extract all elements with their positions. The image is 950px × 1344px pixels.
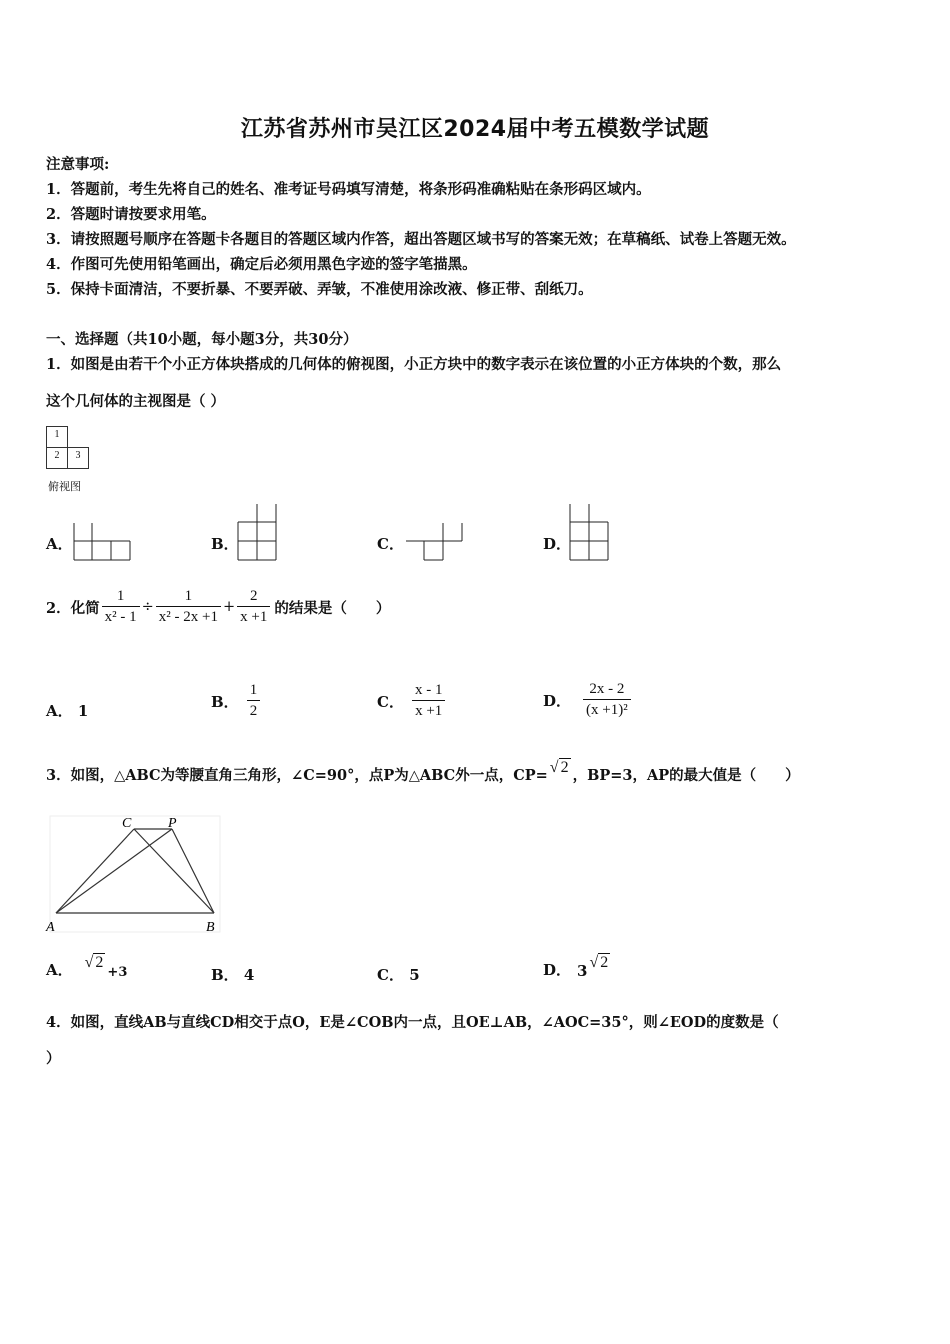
- option-c-label: C．: [377, 535, 404, 553]
- option-a-figure: [72, 520, 134, 562]
- question-2-suffix: 的结果是（ ）: [274, 599, 391, 617]
- point-label-a: A: [46, 920, 55, 935]
- notes-heading: 注意事项:: [46, 156, 110, 173]
- point-label-p: P: [168, 816, 177, 831]
- denominator: (x +1)²: [586, 702, 628, 718]
- radicand: 2: [95, 954, 104, 971]
- point-label-b: B: [206, 920, 215, 935]
- option-value: 1: [77, 702, 89, 720]
- option-label: C．: [377, 692, 404, 711]
- question-4-text: 4．如图，直线AB与直线CD相交于点O，E是∠COB内一点，且OE⊥AB，∠AOC=35°，则∠EOD的度数是（: [46, 1014, 779, 1031]
- option-label: D．: [543, 691, 572, 710]
- option-b-figure: [236, 503, 280, 563]
- option-d-figure: [568, 503, 612, 563]
- fraction: [583, 681, 631, 719]
- section-heading: 一、选择题（共10小题，每小题3分，共30分）: [46, 331, 358, 348]
- q3-option-c: [377, 964, 420, 985]
- numerator: 1: [102, 588, 140, 607]
- question-2: [46, 588, 390, 626]
- option-b-label: B．: [211, 535, 239, 553]
- note-item: 2．答题时请按要求用笔。: [46, 206, 216, 223]
- question-3-text: [46, 759, 800, 785]
- note-item: 1．答题前，考生先将自己的姓名、准考证号码填写清楚，将条形码准确粘贴在条形码区域内。: [46, 181, 651, 198]
- fraction: [412, 682, 446, 720]
- numerator: 2x - 2: [583, 681, 631, 700]
- note-item: 4．作图可先使用铅笔画出，确定后必须用黑色字迹的签字笔描黑。: [46, 256, 477, 273]
- question-2-prefix: 2．化简: [46, 599, 100, 617]
- sqrt-expression: √ 2: [549, 759, 569, 776]
- option-value: 4: [243, 966, 255, 984]
- option-d-label: D．: [543, 535, 572, 553]
- top-view-grid: [46, 426, 92, 470]
- top-view-caption: 俯视图: [48, 481, 81, 493]
- option-value: 3: [577, 962, 588, 980]
- denominator: x² - 2x +1: [158, 609, 218, 625]
- question-4-text-cont: ）: [46, 1050, 61, 1067]
- radicand: 2: [600, 954, 609, 971]
- q3-option-b: [211, 964, 254, 985]
- numerator: 2: [237, 588, 270, 607]
- option-a-label: A．: [46, 535, 73, 553]
- numerator: 1: [247, 682, 261, 701]
- q3-option-a: [46, 952, 127, 980]
- fraction: [237, 588, 270, 626]
- note-item: 5．保持卡面清洁，不要折暴、不要弄破、弄皱，不准使用涂改液、修正带、刮纸刀。: [46, 281, 593, 298]
- numerator: 1: [156, 588, 221, 607]
- option-label: B．: [211, 966, 239, 984]
- denominator: x +1: [415, 703, 443, 719]
- option-label: A．: [46, 702, 73, 720]
- question-1-text-cont: 这个几何体的主视图是（ ）: [46, 393, 226, 410]
- page-title: 江苏省苏州市吴江区2024届中考五模数学试题: [240, 117, 710, 142]
- grid-cell: 1: [46, 426, 68, 448]
- sqrt-expression: √ 2: [84, 954, 104, 971]
- fraction: [102, 588, 140, 626]
- option-label: B．: [211, 692, 239, 711]
- q2-option-c: [377, 676, 445, 726]
- denominator: x² - 1: [104, 609, 137, 625]
- denominator: 2: [249, 703, 258, 719]
- fraction: [247, 682, 261, 720]
- q3-option-d: [543, 952, 610, 980]
- option-value: +3: [107, 965, 128, 980]
- q2-option-b: [211, 676, 260, 726]
- q2-option-d: [543, 674, 631, 726]
- point-label-c: C: [122, 816, 132, 831]
- option-label: D．: [543, 961, 572, 979]
- grid-cell: 3: [67, 447, 89, 469]
- denominator: x +1: [240, 609, 268, 625]
- grid-cell: 2: [46, 447, 68, 469]
- numerator: x - 1: [412, 682, 446, 701]
- divide-sign: ÷: [141, 599, 154, 615]
- fraction: [156, 588, 221, 626]
- question-3-text-b: ，BP=3，AP的最大值是（ ）: [572, 767, 800, 784]
- q2-option-a: [46, 700, 88, 721]
- note-item: 3．请按照题号顺序在答题卡各题目的答题区域内作答，超出答题区域书写的答案无效；在草稿纸、试卷上答题无效。: [46, 231, 796, 248]
- option-value: 5: [409, 966, 420, 984]
- question-3-text-a: 3．如图，△ABC为等腰直角三角形，∠C=90°，点P为△ABC外一点，CP=: [46, 767, 548, 784]
- triangle-figure: [44, 812, 224, 936]
- option-c-figure: [404, 520, 466, 562]
- radicand: 2: [560, 759, 569, 776]
- option-label: A．: [46, 961, 73, 979]
- question-1-text: 1．如图是由若干个小正方体块搭成的几何体的俯视图，小正方块中的数字表示在该位置的小正方体块的个数，那么: [46, 356, 782, 373]
- option-label: C．: [377, 966, 404, 984]
- plus-sign: +: [222, 599, 236, 615]
- sqrt-expression: √ 2: [589, 954, 609, 971]
